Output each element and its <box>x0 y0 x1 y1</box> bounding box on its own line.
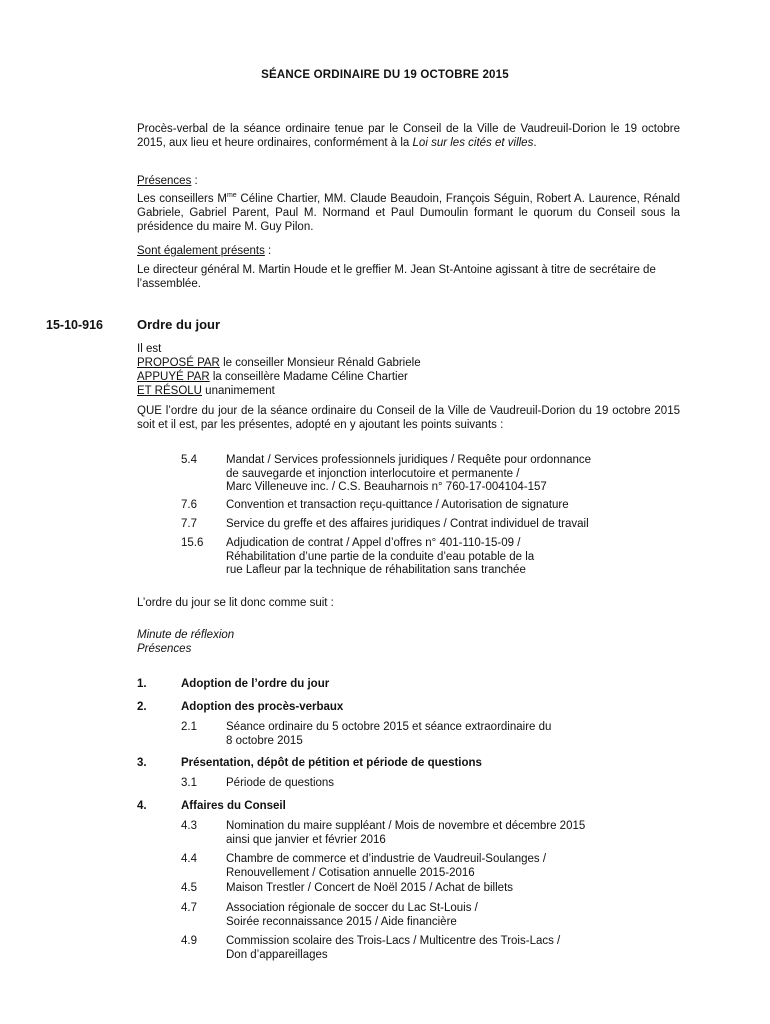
agenda-item-text <box>226 853 686 880</box>
agenda-item-text <box>226 820 686 847</box>
agenda-item-line: Association régionale de soccer du Lac St-Louis / <box>226 902 478 914</box>
presences-text-b: Céline Chartier, MM. Claude Beaudoin, François Séguin, Robert A. Laurence, Rénald Gabriele, Gabriel Parent, Paul M. Normand et Paul Dumoulin formant le quorum du Conseil sous la présidence du maire M. Guy Pilon. <box>137 193 680 233</box>
agenda-item-line: Soirée reconnaissance 2015 / Aide financière <box>226 915 457 928</box>
agenda-section-number: 2. <box>137 701 147 713</box>
agenda-item-text <box>226 882 686 896</box>
added-item-line: Mandat / Services professionnels juridiques / Requête pour ordonnance <box>226 454 592 466</box>
agenda-item-line: ainsi que janvier et février 2016 <box>226 833 386 846</box>
added-item-text <box>226 518 686 532</box>
agenda-item-text <box>226 777 686 791</box>
agenda-item-text <box>226 902 686 929</box>
agenda-item-text <box>226 935 686 962</box>
appuye-line <box>137 370 680 384</box>
propose-text: le conseiller Monsieur Rénald Gabriele <box>219 357 421 369</box>
agenda-item-line: Période de questions <box>226 777 335 789</box>
agenda-intro <box>137 628 680 656</box>
agenda-item-line: Nomination du maire suppléant / Mois de novembre et décembre 2015 <box>226 820 586 832</box>
added-item-number: 5.4 <box>181 454 197 466</box>
resolution-number: 15-10-916 <box>46 318 103 332</box>
intro-paragraph <box>137 122 680 150</box>
presences-sup: me <box>226 192 237 199</box>
agenda-item-line: Chambre de commerce et d’industrie de Vaudreuil-Soulanges / <box>226 853 547 865</box>
agenda-item-number: 4.3 <box>181 820 197 832</box>
agenda-section-title: Adoption de l’ordre du jour <box>181 678 330 690</box>
resolution-motion <box>137 342 680 398</box>
presences-heading-suffix: : <box>191 175 198 187</box>
appuye-text: la conseillère Madame Céline Chartier <box>209 371 408 383</box>
agenda-item-text <box>226 721 686 748</box>
added-item-number: 15.6 <box>181 537 204 549</box>
propose-line <box>137 356 680 370</box>
appuye-label: APPUYÉ PAR <box>137 371 210 383</box>
agenda-section-title: Adoption des procès-verbaux <box>181 701 344 713</box>
added-item-line: rue Lafleur par la technique de réhabilitation sans tranchée <box>226 564 526 576</box>
intro-text: Procès-verbal de la séance ordinaire tenue par le Conseil de la Ville de Vaudreuil-Dorion le 19 octobre 2015, aux lieu et heure ordinaires, conformément à la <box>137 123 680 149</box>
added-item-text <box>226 499 686 513</box>
added-item-line: Convention et transaction reçu-quittance / Autorisation de signature <box>226 499 569 511</box>
propose-label: PROPOSÉ PAR <box>137 357 220 369</box>
added-item-text <box>226 454 686 495</box>
added-item-line: Réhabilitation d’une partie de la conduite d’eau potable de la <box>226 550 535 563</box>
also-present-heading-text: Sont également présents <box>137 245 265 257</box>
added-item-number: 7.6 <box>181 499 197 511</box>
also-present-heading <box>137 244 680 258</box>
il-est: Il est <box>137 343 162 355</box>
added-item-number: 7.7 <box>181 518 197 530</box>
agenda-intro-line: Présences <box>137 643 192 655</box>
presences-heading-text: Présences <box>137 175 192 187</box>
agenda-intro-line: Minute de réflexion <box>137 629 235 641</box>
added-item-line: de sauvegarde et injonction interlocutoire et permanente / <box>226 467 520 480</box>
agenda-section-number: 4. <box>137 800 147 812</box>
added-item-line: Service du greffe et des affaires juridiques / Contrat individuel de travail <box>226 518 589 530</box>
agenda-item-line: Maison Trestler / Concert de Noël 2015 / Achat de billets <box>226 882 514 894</box>
agenda-item-line: Commission scolaire des Trois-Lacs / Multicentre des Trois-Lacs / <box>226 935 561 947</box>
agenda-item-number: 2.1 <box>181 721 197 733</box>
added-item-line: Adjudication de contrat / Appel d’offres n° 401-110-15-09 / <box>226 537 521 549</box>
resolution-title: Ordre du jour <box>137 317 221 332</box>
resolu-label: ET RÉSOLU <box>137 385 202 397</box>
agenda-section-title: Présentation, dépôt de pétition et période de questions <box>181 757 482 769</box>
agenda-section-number: 1. <box>137 678 147 690</box>
agenda-item-line: 8 octobre 2015 <box>226 734 303 747</box>
also-present-heading-suffix: : <box>264 245 272 257</box>
resolu-text: unanimement <box>201 385 275 397</box>
presences-text <box>137 192 680 234</box>
law-name: Loi sur les cités et villes <box>412 137 534 149</box>
agenda-item-line: Séance ordinaire du 5 octobre 2015 et séance extraordinaire du <box>226 721 552 733</box>
presences-heading <box>137 174 680 188</box>
added-item-text <box>226 537 686 578</box>
document-title: SÉANCE ORDINAIRE DU 19 OCTOBRE 2015 <box>261 69 509 81</box>
also-present-text: Le directeur général M. Martin Houde et le greffier M. Jean St-Antoine agissant à titre de secrétaire de l’assemblée. <box>137 264 656 290</box>
agenda-item-number: 4.5 <box>181 882 197 894</box>
agenda-section-title: Affaires du Conseil <box>181 800 286 812</box>
agenda-item-number: 4.4 <box>181 853 197 865</box>
reads-as: L’ordre du jour se lit donc comme suit : <box>137 597 334 609</box>
agenda-item-number: 3.1 <box>181 777 197 789</box>
resolution-que: QUE l’ordre du jour de la séance ordinaire du Conseil de la Ville de Vaudreuil-Dorion du 19 octobre 2015 soit et il est, par les présentes, adopté en y ajoutant les points suivants : <box>137 405 680 431</box>
agenda-item-number: 4.9 <box>181 935 197 947</box>
agenda-item-line: Renouvellement / Cotisation annuelle 2015-2016 <box>226 866 475 879</box>
resolu-line <box>137 384 680 398</box>
agenda-item-number: 4.7 <box>181 902 197 914</box>
agenda-section-number: 3. <box>137 757 147 769</box>
added-item-line: Marc Villeneuve inc. / C.S. Beauharnois n° 760-17-004104-157 <box>226 481 547 493</box>
intro-end: . <box>533 137 537 149</box>
agenda-item-line: Don d’appareillages <box>226 948 328 961</box>
presences-text-a: Les conseillers M <box>137 193 227 205</box>
